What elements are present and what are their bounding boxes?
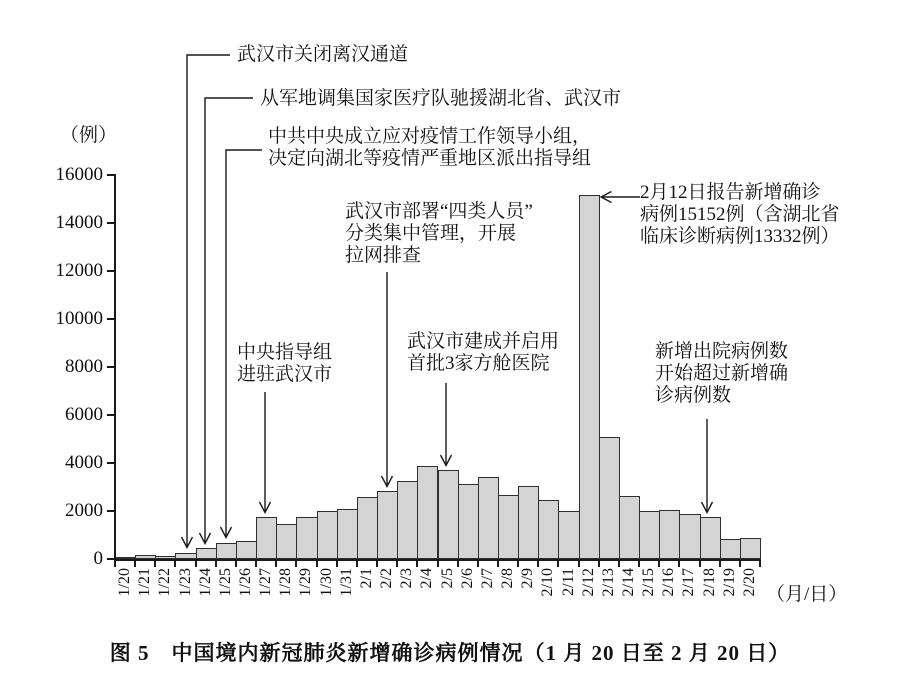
x-tick-label-2/9: 2/9 [519,568,537,589]
x-tick-mark [376,561,378,567]
annotation-line: 中共中央成立应对疫情工作领导小组， [268,126,592,147]
bar-2/20 [740,538,761,559]
x-tick-label-2/8: 2/8 [499,568,517,589]
x-tick-mark [457,561,459,567]
annotation-guidance-group [237,342,332,386]
x-tick-label-1/31: 1/31 [337,568,355,597]
bar-2/16 [659,510,680,559]
x-tick-label-2/20: 2/20 [740,568,758,597]
bar-1/26 [236,541,257,559]
annotation-line: 拉网排查 [345,245,422,266]
annotation-line: 从军地调集国家医疗队驰援湖北省、武汉市 [260,88,622,109]
bar-1/28 [276,524,297,559]
annotation-line: 分类集中管理，开展 [345,223,517,244]
bar-2/14 [619,496,640,559]
x-tick-label-1/23: 1/23 [176,568,194,597]
x-tick-label-2/2: 2/2 [378,568,396,589]
x-tick-label-2/5: 2/5 [438,568,456,589]
x-tick-mark [235,561,237,567]
x-tick-label-2/1: 2/1 [357,568,375,589]
x-tick-label-1/24: 1/24 [196,568,214,597]
x-tick-label-2/6: 2/6 [458,568,476,589]
y-tick-label-0: 0 [93,548,103,569]
y-tick-label-12000: 12000 [55,260,103,281]
x-tick-mark [618,561,620,567]
annotation-line: 决定向湖北等疫情严重地区派出指导组 [268,148,592,169]
x-tick-mark [114,561,116,567]
x-tick-label-2/18: 2/18 [700,568,718,597]
x-tick-label-2/16: 2/16 [660,568,678,597]
x-tick-mark [416,561,418,567]
annotation-line: 2月12日报告新增确诊 [640,182,821,203]
x-tick-mark [699,561,701,567]
x-tick-mark [759,561,761,567]
annotation-line: 病例15152例（含湖北省 [640,204,840,225]
bar-1/30 [317,511,338,559]
bar-1/29 [296,517,317,559]
x-tick-mark [739,561,741,567]
bar-2/1 [357,497,378,559]
annotation-line: 武汉市建成并启用 [407,331,560,352]
x-tick-mark [295,561,297,567]
x-tick-label-1/30: 1/30 [317,568,335,597]
x-tick-mark [638,561,640,567]
y-tick-label-14000: 14000 [55,212,103,233]
x-tick-label-1/28: 1/28 [277,568,295,597]
x-tick-label-2/13: 2/13 [599,568,617,597]
bar-2/10 [538,500,559,559]
x-tick-mark [316,561,318,567]
bar-2/3 [397,481,418,559]
bar-2/17 [679,514,700,559]
annotation-discharge-exceed [655,341,788,407]
annotation-leading-group [268,126,591,170]
annotation-line: 新增出院病例数 [655,341,789,362]
x-tick-mark [275,561,277,567]
x-tick-mark [557,561,559,567]
x-tick-label-1/21: 1/21 [136,568,154,597]
x-axis-line [114,559,761,561]
x-tick-mark [719,561,721,567]
annotation-line: 诊病例数 [655,385,732,406]
annotation-close-channels [237,44,408,66]
figure-caption: 图 5 中国境内新冠肺炎新增确诊病例情况（1 月 20 日至 2 月 20 日） [109,641,791,665]
y-tick-label-8000: 8000 [65,356,103,377]
annotation-line: 临床诊断病例13332例） [640,226,840,247]
x-tick-mark [598,561,600,567]
x-tick-label-2/7: 2/7 [478,568,496,589]
x-tick-mark [134,561,136,567]
x-tick-mark [517,561,519,567]
bar-2/4 [417,466,438,559]
x-tick-label-2/15: 2/15 [640,568,658,597]
y-tick-label-4000: 4000 [65,452,103,473]
x-tick-mark [195,561,197,567]
x-axis-unit-label: （月/日） [766,584,848,605]
annotation-line: 开始超过新增确 [655,363,789,384]
x-tick-mark [154,561,156,567]
x-tick-label-1/29: 1/29 [297,568,315,597]
bar-2/5 [438,470,459,559]
x-tick-mark [396,561,398,567]
x-tick-label-1/26: 1/26 [237,568,255,597]
annotation-four-types [345,201,533,267]
x-tick-label-2/3: 2/3 [398,568,416,589]
y-tick-label-6000: 6000 [65,404,103,425]
x-tick-label-2/19: 2/19 [720,568,738,597]
annotation-medical-teams [260,88,621,110]
x-tick-label-1/20: 1/20 [116,568,134,597]
bar-2/18 [700,517,721,559]
annotation-line: 中央指导组 [237,342,333,363]
annotation-line: 武汉市关闭离汉通道 [237,44,409,65]
bar-1/27 [256,517,277,560]
bar-1/31 [337,509,358,559]
x-tick-label-2/10: 2/10 [539,568,557,597]
x-tick-mark [356,561,358,567]
annotation-line: 首批3家方舱医院 [407,353,550,374]
x-tick-label-1/27: 1/27 [257,568,275,597]
bar-2/19 [720,539,741,559]
x-tick-mark [336,561,338,567]
x-tick-mark [578,561,580,567]
annotation-feb12-spike [640,182,840,248]
x-tick-mark [537,561,539,567]
x-tick-mark [658,561,660,567]
x-tick-label-2/4: 2/4 [418,568,436,589]
x-tick-label-2/11: 2/11 [559,568,577,596]
annotation-line: 进驻武汉市 [237,364,333,385]
x-tick-label-2/17: 2/17 [680,568,698,597]
bar-2/6 [458,484,479,559]
y-axis-unit-label: （例） [60,125,118,146]
x-tick-mark [255,561,257,567]
bar-2/11 [558,511,579,559]
x-tick-mark [477,561,479,567]
x-tick-mark [437,561,439,567]
bar-1/25 [216,543,237,560]
y-tick-label-2000: 2000 [65,500,103,521]
x-tick-mark [497,561,499,567]
x-tick-label-1/25: 1/25 [216,568,234,597]
x-tick-label-1/22: 1/22 [156,568,174,597]
x-tick-mark [678,561,680,567]
x-tick-mark [215,561,217,567]
bar-2/8 [498,495,519,559]
x-tick-mark [174,561,176,567]
x-tick-label-2/14: 2/14 [619,568,637,597]
bar-2/12 [579,195,600,559]
bar-2/15 [639,511,660,559]
bar-2/13 [599,437,620,559]
y-axis-line [114,174,116,561]
annotation-line: 武汉市部署“四类人员” [345,201,533,222]
bar-2/9 [518,486,539,559]
y-tick-label-16000: 16000 [55,164,103,185]
x-tick-label-2/12: 2/12 [579,568,597,597]
y-tick-label-10000: 10000 [55,308,103,329]
bar-2/7 [478,477,499,559]
bar-2/2 [377,491,398,559]
bar-1/24 [196,548,217,559]
annotation-fangcang [407,331,559,375]
